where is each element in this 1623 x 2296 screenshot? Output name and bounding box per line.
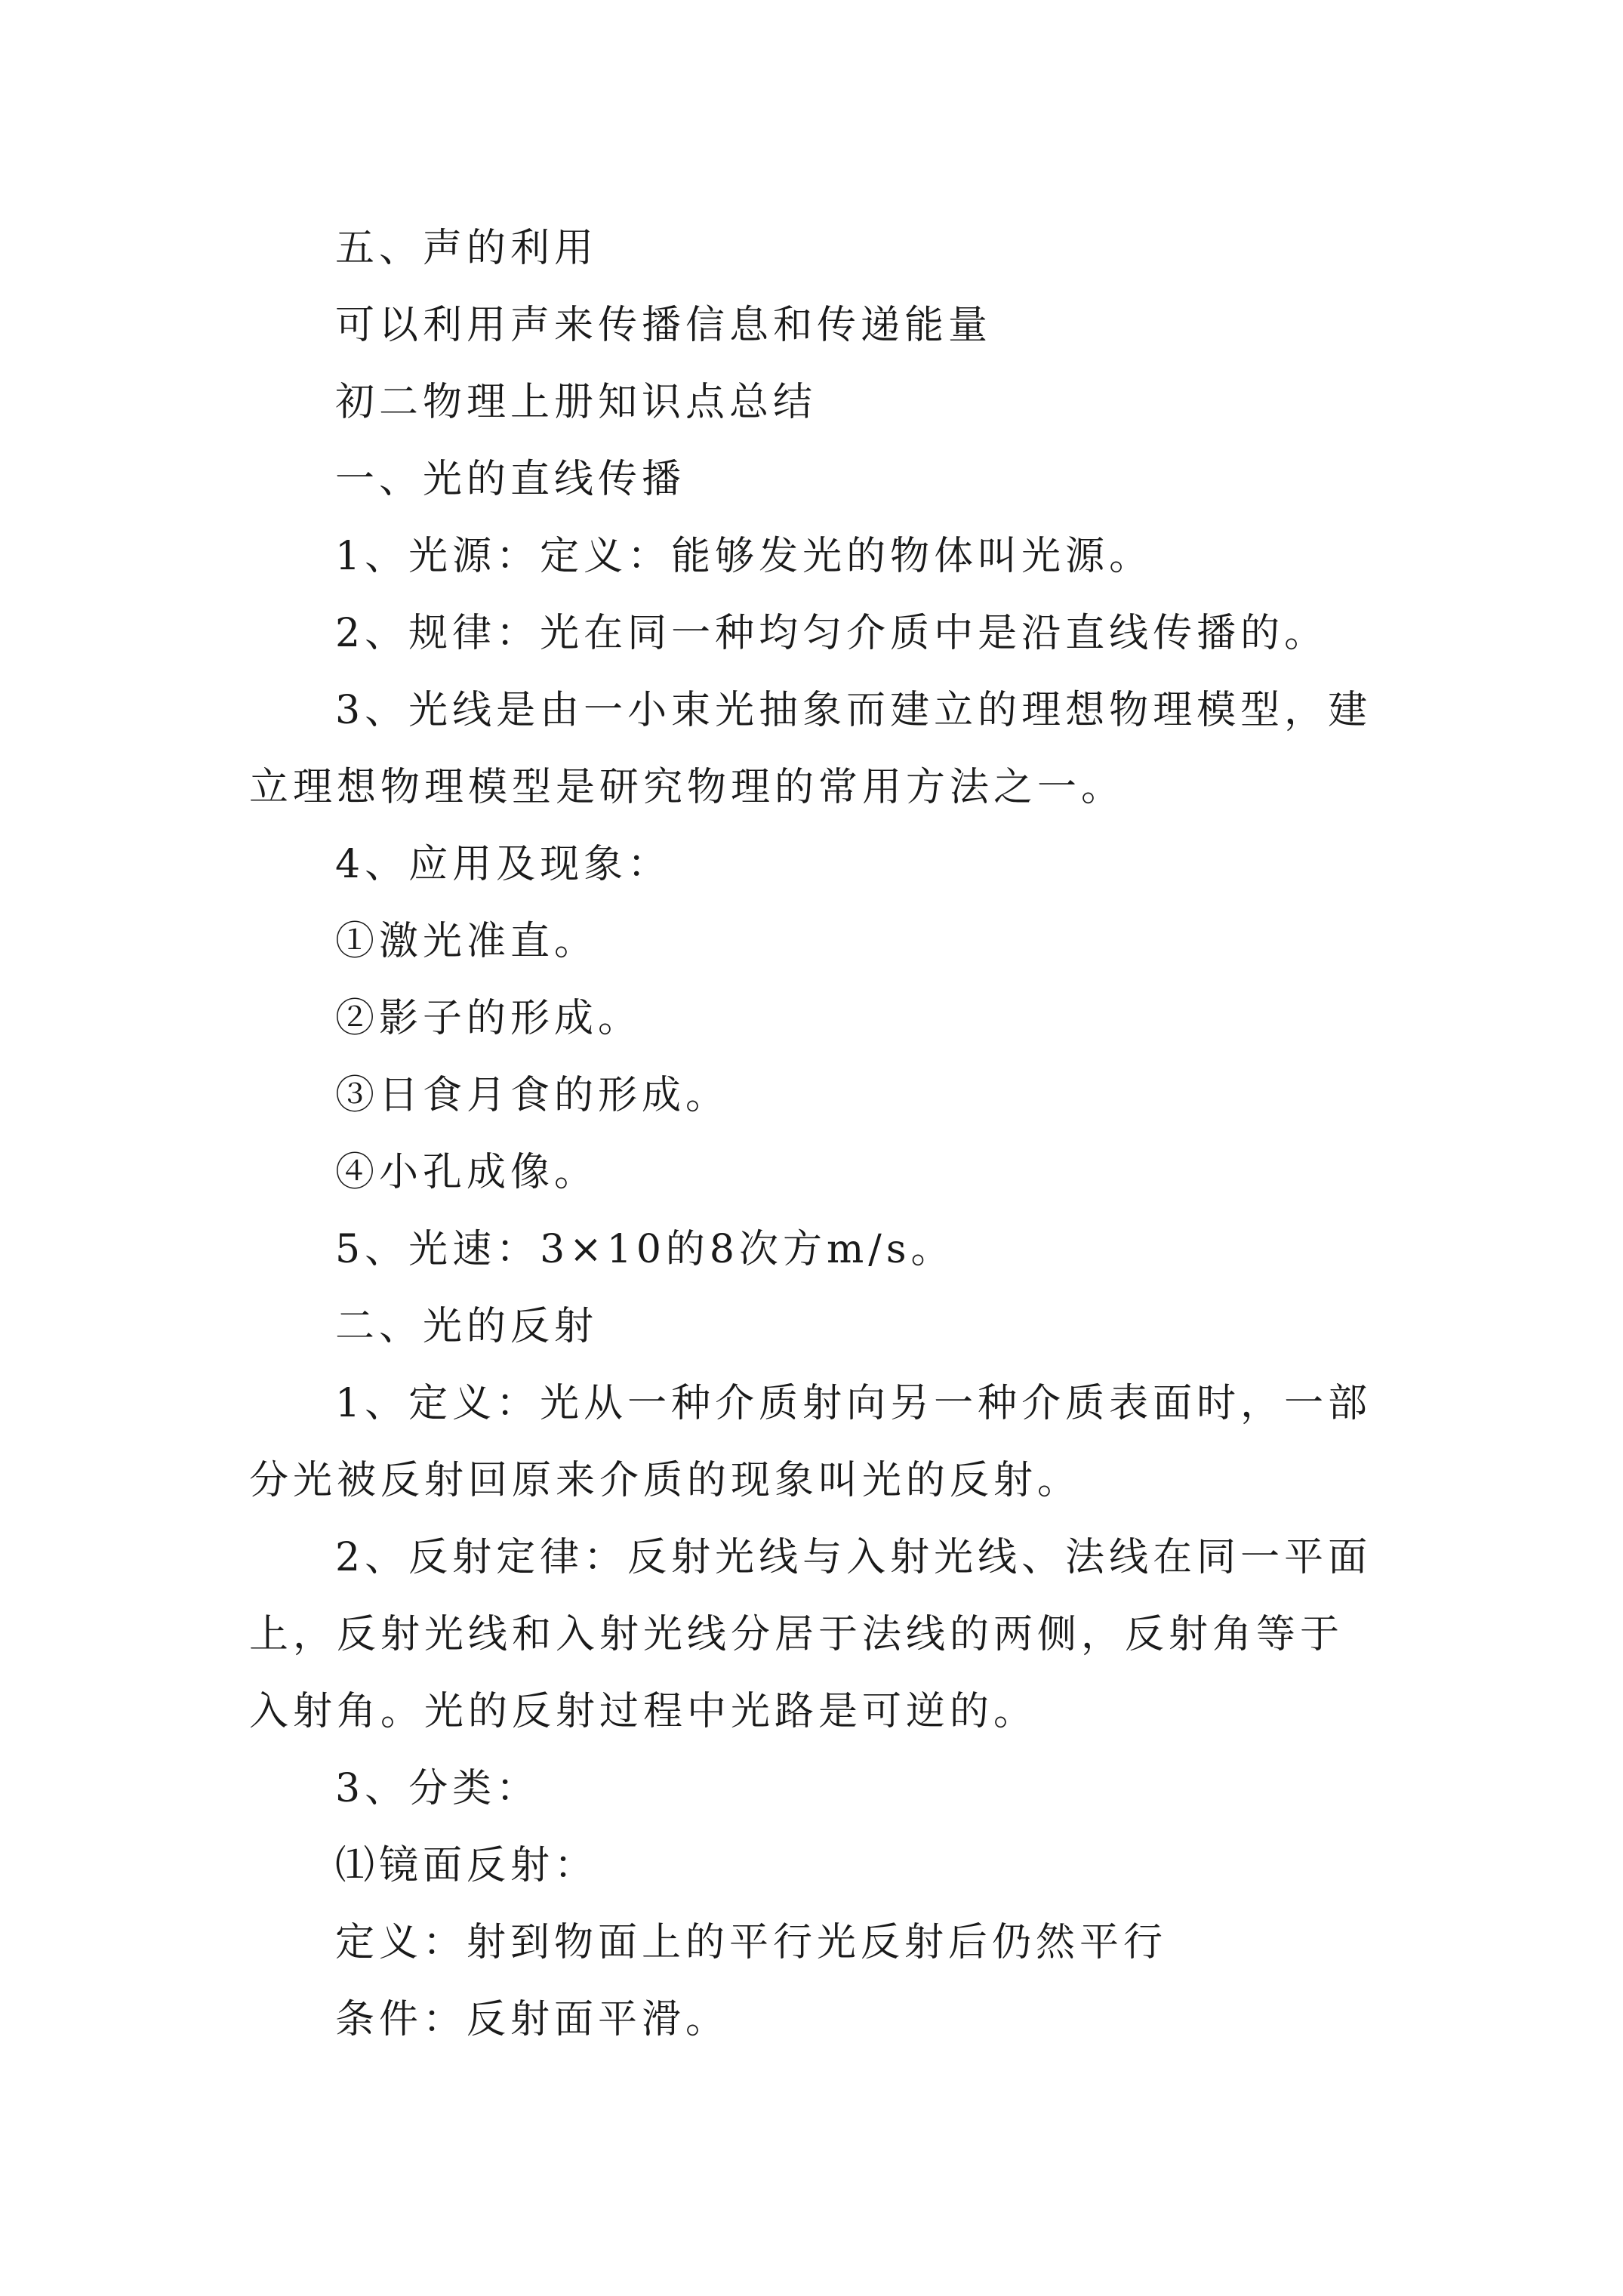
document-title: 初二物理上册知识点总结: [335, 380, 818, 425]
section-heading-light-propagation: 一、光的直线传播: [335, 457, 686, 502]
list-item: ④小孔成像。: [335, 1150, 599, 1195]
paragraph: 2、反射定律：反射光线与入射光线、法线在同一平面上，反射光线和入射光线分居于法线的两侧，反射角等于入射角。光的反射过程中光路是可逆的。: [249, 1535, 1372, 1734]
paragraph: 条件：反射面平滑。: [335, 1997, 730, 2042]
paragraph: 2、规律：光在同一种均匀介质中是沿直线传播的。: [335, 611, 1329, 656]
paragraph: 4、应用及现象：: [335, 842, 672, 887]
section-heading-sound-use: 五、声的利用: [335, 226, 599, 271]
paragraph: 3、光线是由一小束光抽象而建立的理想物理模型，建立理想物理模型是研究物理的常用方法之一。: [249, 688, 1372, 810]
list-item: ⑴镜面反射：: [335, 1843, 599, 1888]
paragraph: 定义：射到物面上的平行光反射后仍然平行: [335, 1920, 1168, 1965]
paragraph: 3、分类：: [335, 1766, 540, 1811]
paragraph: 1、光源：定义：能够发光的物体叫光源。: [335, 534, 1153, 579]
paragraph: 可以利用声来传播信息和传递能量: [335, 303, 993, 348]
section-heading-light-reflection: 二、光的反射: [335, 1304, 599, 1349]
paragraph: 5、光速：3×10的8次方m/s。: [335, 1227, 955, 1272]
list-item: ③日食月食的形成。: [335, 1073, 730, 1118]
document-body: [249, 210, 1381, 2058]
paragraph: 1、定义：光从一种介质射向另一种介质表面时，一部分光被反射回原来介质的现象叫光的反射。: [249, 1381, 1372, 1503]
list-item: ②影子的形成。: [335, 996, 642, 1041]
list-item: ①激光准直。: [335, 919, 599, 964]
